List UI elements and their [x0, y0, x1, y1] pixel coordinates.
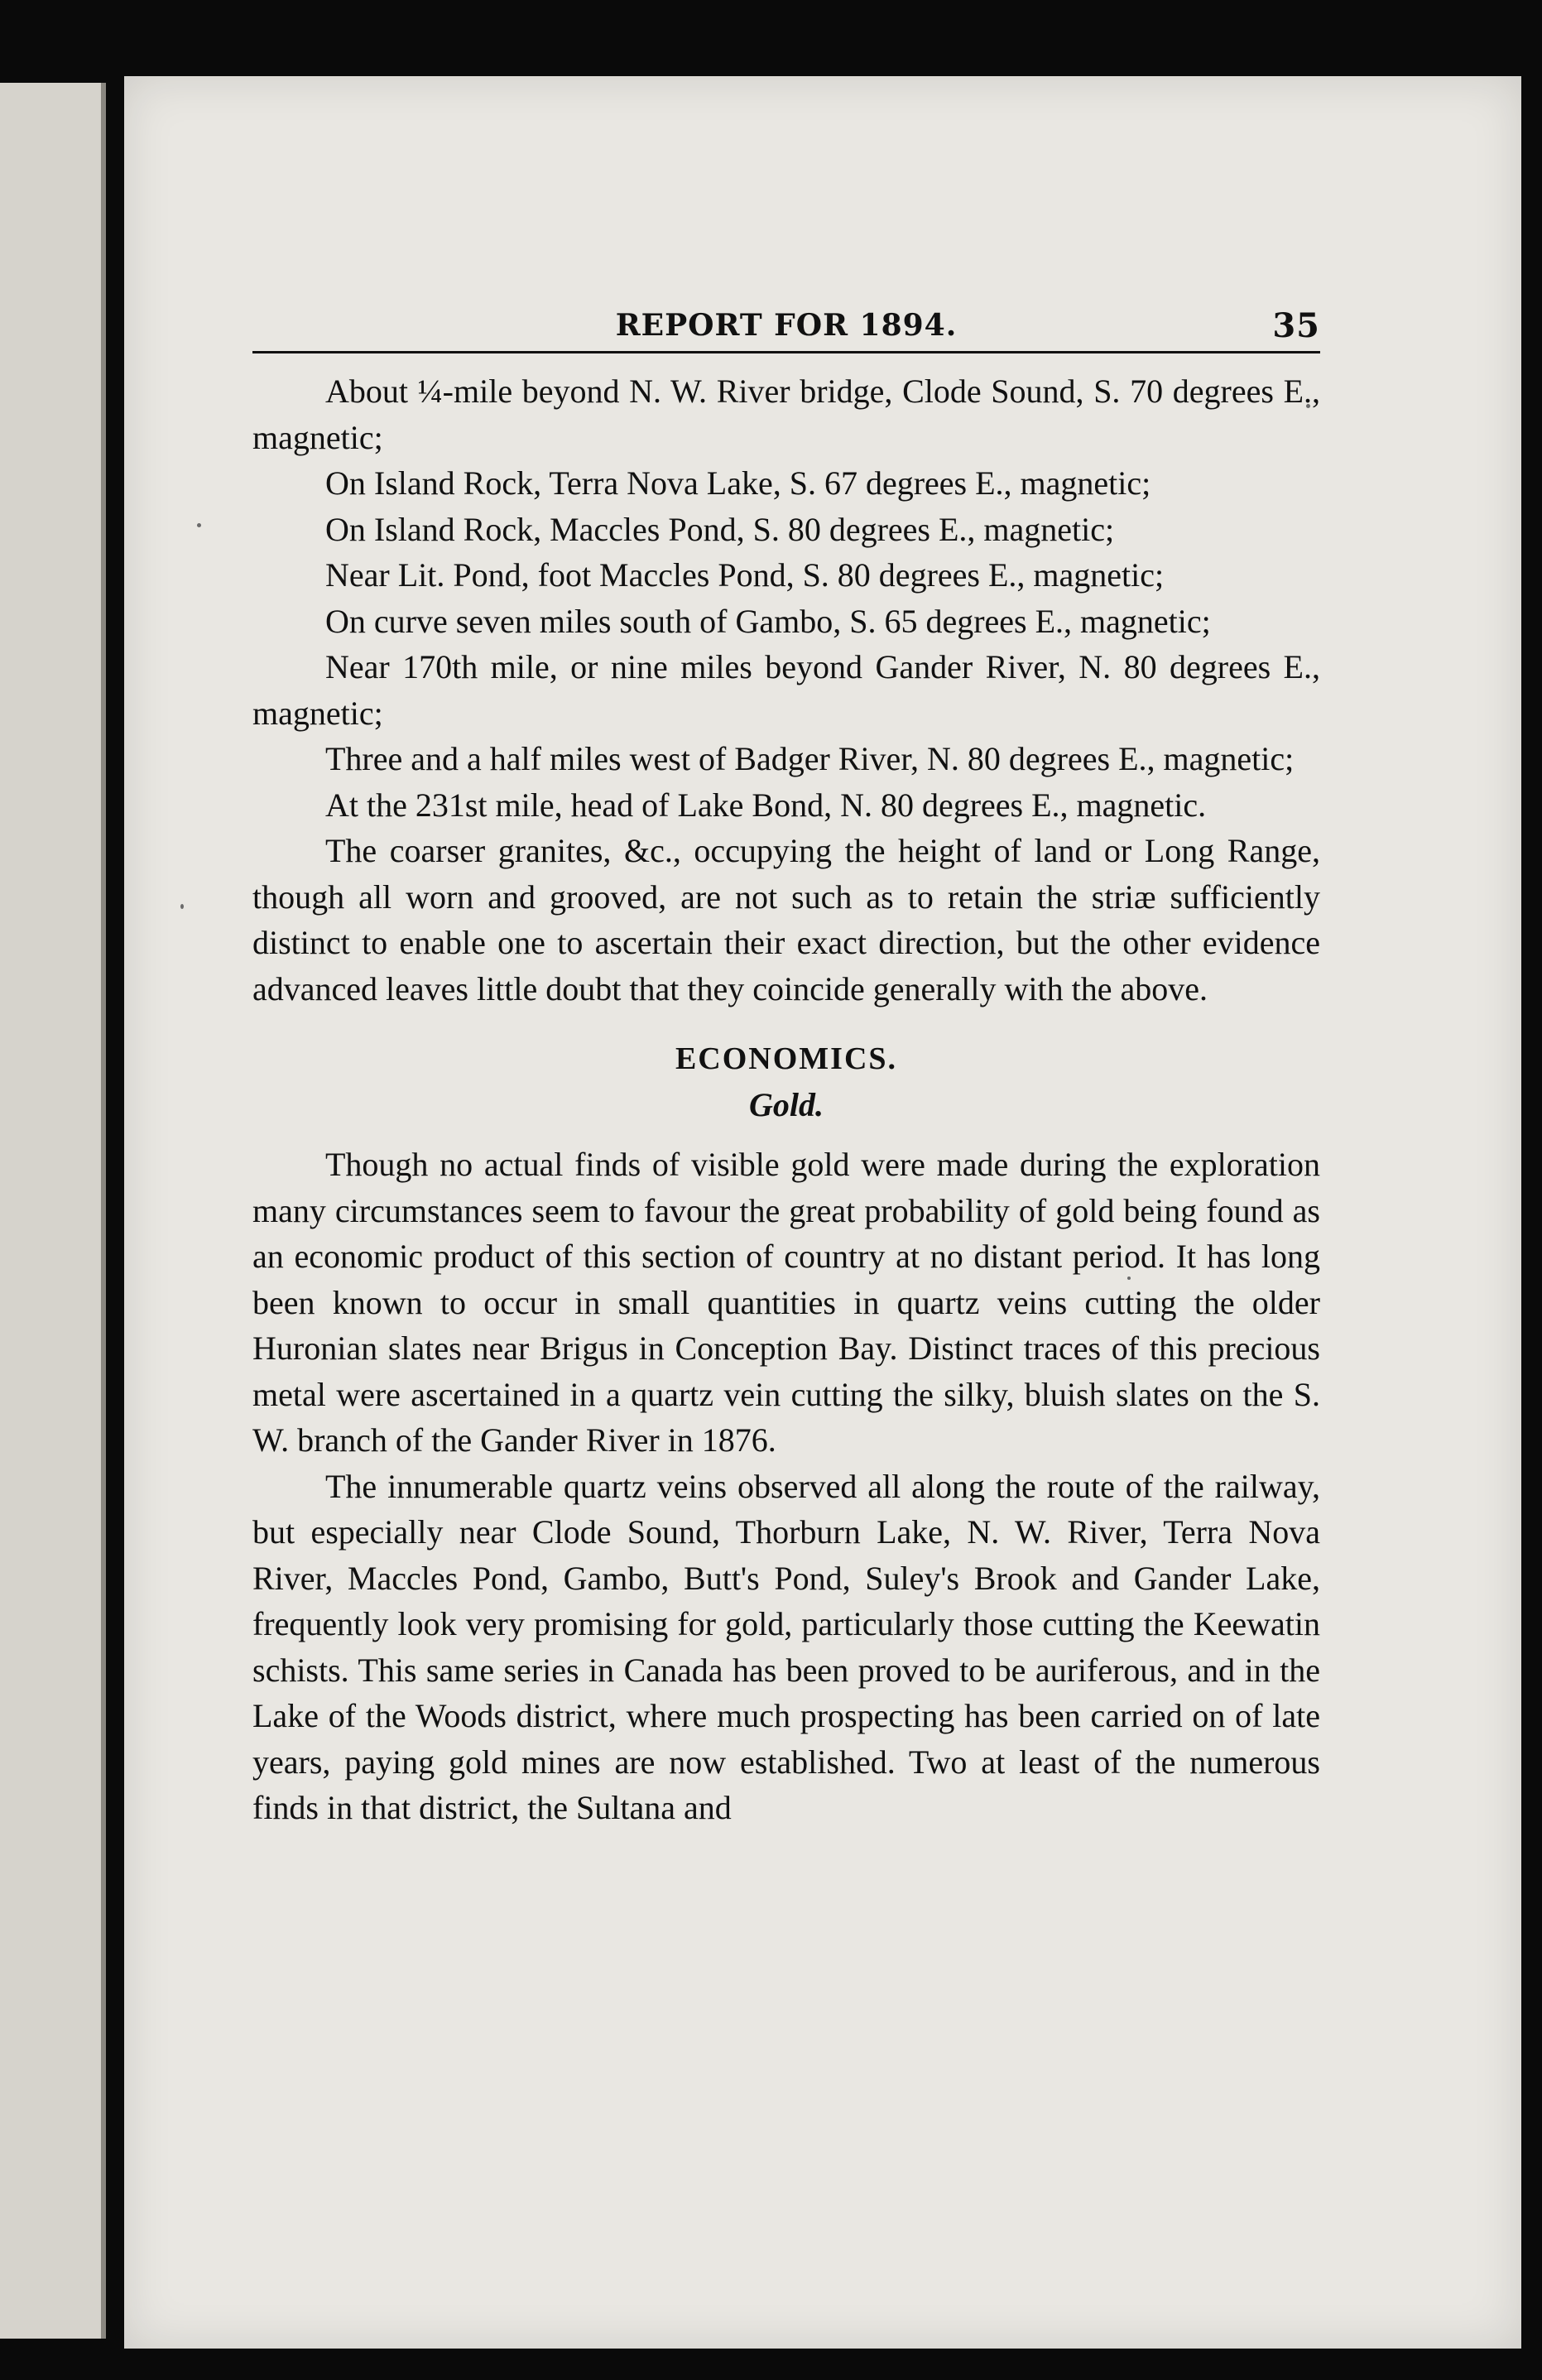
paragraph: On Island Rock, Maccles Pond, S. 80 degrees E., magnetic; [325, 510, 1115, 548]
running-head-title: REPORT FOR 1894. [615, 308, 958, 343]
book-page [124, 76, 1521, 2349]
paragraph: The coarser granites, &c., occupying the height of land or Long Range, though all worn and grooved, are not such as to retain the striæ sufficiently distinct to enable one to ascertain their exact direction, but the other evidence advanced leaves little doubt that they coincide generally with the above. [252, 832, 1320, 1007]
paragraph: About ¼-mile beyond N. W. River bridge, Clode Sound, S. 70 degrees E., magnetic; [252, 373, 1320, 456]
body-text-top [252, 368, 1320, 1012]
section-heading: ECONOMICS. [675, 1041, 898, 1076]
page-number: 35 [1272, 306, 1320, 345]
paragraph: The innumerable quartz veins observed all along the route of the railway, but especially near Clode Sound, Thorburn Lake, N. W. River, Terra Nova River, Maccles Pond, Gambo, Butt's Pond, Suley's Brook and Gander Lake, frequently look very promising for gold, particularly those cutting the Keewatin schists. This same series in Canada has been proved to be auriferous, and in the Lake of the Woods district, where much prospecting has been carried on of late years, paying gold mines are now established. Two at least of the numerous finds in that district, the Sultana and [252, 1467, 1320, 1826]
paragraph: Near 170th mile, or nine miles beyond Gander River, N. 80 degrees E., magnetic; [252, 648, 1320, 732]
facing-page-edge [0, 83, 106, 2339]
page-content [252, 300, 1320, 1831]
paragraph: On curve seven miles south of Gambo, S. 65 degrees E., magnetic; [325, 602, 1211, 640]
paragraph: At the 231st mile, head of Lake Bond, N. 80 degrees E., magnetic. [325, 786, 1207, 824]
body-text-bottom [252, 1142, 1320, 1831]
paragraph: Near Lit. Pond, foot Maccles Pond, S. 80 degrees E., magnetic; [325, 556, 1165, 594]
paragraph: Though no actual finds of visible gold were made during the exploration many circumstances seem to favour the great probability of gold being found as an economic product of this section of country at no distant period. It has long been known to occur in small quantities in quartz veins cutting the older Huronian slates near Brigus in Conception Bay. Distinct traces of this precious metal were ascertained in a quartz vein cutting the silky, bluish slates on the S. W. branch of the Gander River in 1876. [252, 1146, 1320, 1459]
running-head [252, 300, 1320, 353]
paragraph: Three and a half miles west of Badger River, N. 80 degrees E., magnetic; [325, 740, 1295, 777]
paragraph: On Island Rock, Terra Nova Lake, S. 67 degrees E., magnetic; [325, 464, 1151, 502]
sub-heading: Gold. [749, 1086, 824, 1123]
